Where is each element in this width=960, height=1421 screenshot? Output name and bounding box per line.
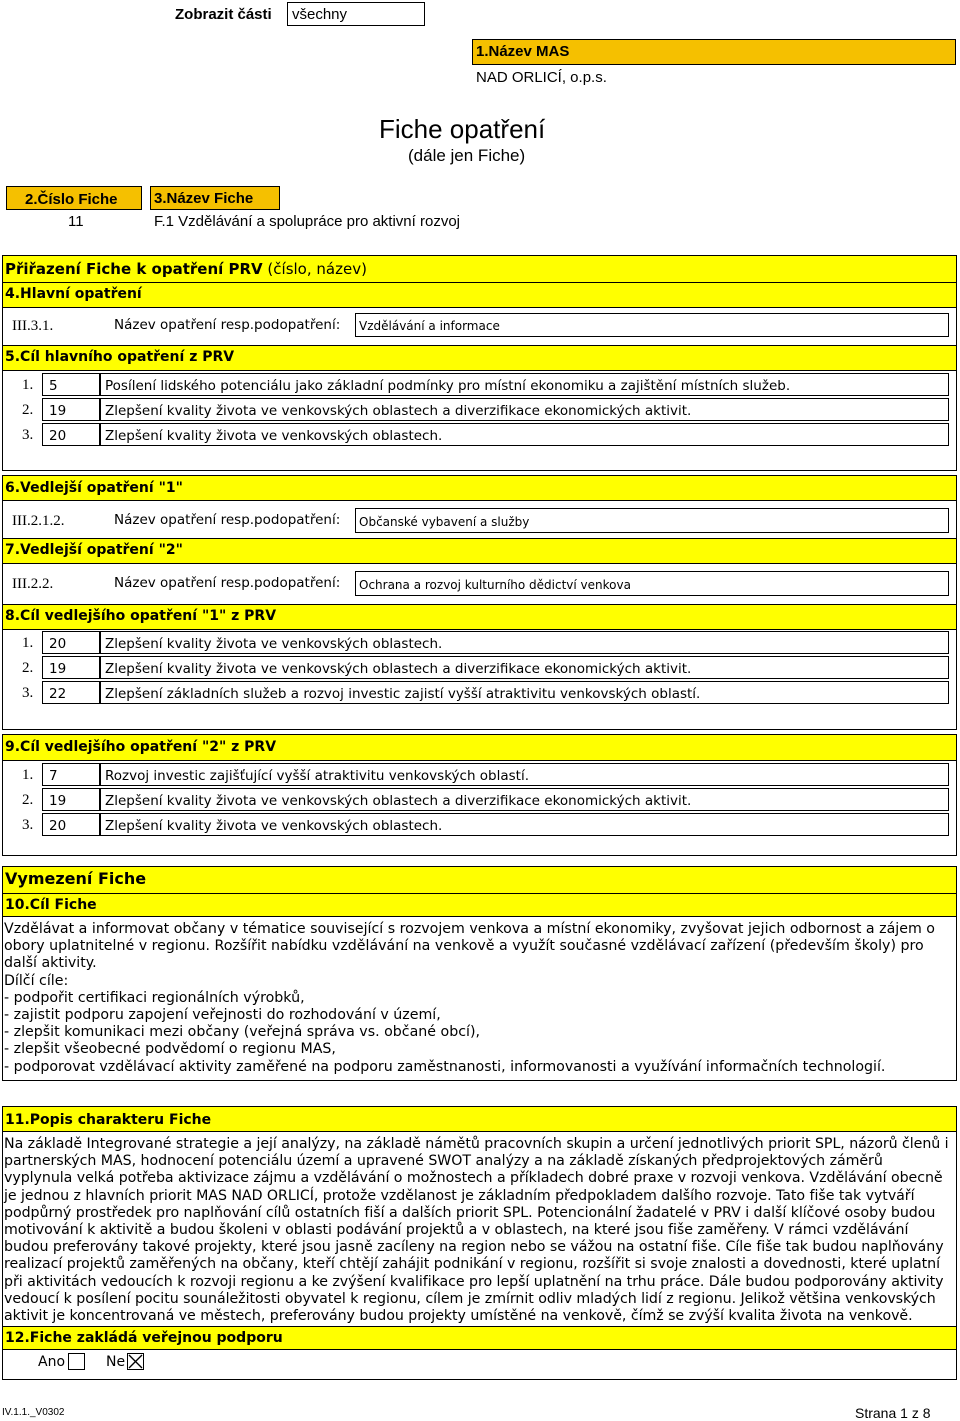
- footer-page: Strana 1 z 8: [855, 1405, 931, 1421]
- goal-label: 10.Cíl Fiche: [5, 897, 97, 913]
- page-title: Fiche opatření: [379, 114, 546, 144]
- goal-row-number: 5: [42, 373, 100, 396]
- goal-row-text: Posílení lidského potenciálu jako základní podmínky pro místní ekonomiku a zajištění místních služeb.: [100, 373, 949, 396]
- goal-row-number: 22: [42, 681, 100, 704]
- fiche-name: F.1 Vzdělávání a spolupráce pro aktivní rozvoj: [154, 213, 460, 230]
- goal-row-number: 19: [42, 788, 100, 811]
- mas-label: 1.Název MAS: [476, 43, 570, 60]
- goal-row-index: 3.: [22, 817, 34, 833]
- filter-select[interactable]: všechny: [287, 2, 425, 26]
- goal-row-number: 7: [42, 763, 100, 786]
- fiche-number-label: 2.Číslo Fiche: [25, 191, 118, 208]
- character-text: Na základě Integrované strategie a její analýzy, na základě námětů pracovních skupin a určení jednotlivých priorit SPL, názorů členů i partnerských MAS, hodnocení potenciálu území a upravené SWOT analýzy a na základě získaných předprojektových záměrů vyplynula velká potřeba aktivizace zájmu a vzdělávání o možnostech a příkladech dobré praxe v rozvoji venkova. Vzdělávání obecně je jednou z hlavních priorit MAS NAD ORLICÍ, protože vzdělanost je základním předpokladem dalšího rozvoje. Tato fiše tak vytváří podpůrný prostředek pro naplňování cílů ostatních fiší a dalších priorit SPL. Potencionální žadatelé v PRV i další klíčové osoby budou motivování k aktivitě a budou školeni v oblasti podávání projektů a v oblastech, na které jsou fiše zaměřeny. V rámci vzdělávání budou preferovány takové projekty, které jsou jasně zacíleny na region nebo se vážou na ostatní fiše. Cíle fiše tak budou naplňovány realizací projektů zaměřených na občany, kteří chtějí zahájit podnikání v regionu, rozšířit si svoje znalosti a dovednosti, které uplatní při aktivitách vedoucích k rozvoji regionu a ke zvýšení kvalifikace pro lepší uplatnění na trhu práce. Dále budou podporovány aktivity vedoucí k posílení pocitu sounáležitosti obyvatel k regionu, cílem je zmírnit odliv mladých lidí z regionu. Jelikož většina venkovských aktivit je koncentrovaná ve městech, preferovány budou projekty umístěné na venkově, čímž se zvýší kvalita života na venkově.: [4, 1136, 949, 1325]
- page-subtitle: (dále jen Fiche): [408, 146, 526, 165]
- goal-row-text: Zlepšení kvality života ve venkovských oblastech.: [100, 813, 949, 836]
- side2-label: 7.Vedlejší opatření "2": [5, 542, 183, 558]
- character-label: 11.Popis charakteru Fiche: [5, 1112, 212, 1128]
- side1-goal-label: 8.Cíl vedlejšího opatření "1" z PRV: [5, 608, 277, 624]
- definition-heading: Vymezení Fiche: [5, 869, 147, 888]
- main-goal-label: 5.Cíl hlavního opatření z PRV: [5, 349, 235, 365]
- goal-row-text: Zlepšení základních služeb a rozvoj investic zajistí vyšší atraktivitu venkovských oblastí.: [100, 681, 949, 704]
- side2-goal-label: 9.Cíl vedlejšího opatření "2" z PRV: [5, 739, 277, 755]
- support-no-label: Ne: [106, 1354, 126, 1370]
- support-yes-label: Ano: [38, 1354, 66, 1370]
- goal-row-number: 20: [42, 423, 100, 446]
- goal-row-text: Rozvoj investic zajišťující vyšší atraktivitu venkovských oblastí.: [100, 763, 949, 786]
- goal-row-number: 19: [42, 398, 100, 421]
- side1-code: III.2.1.2.: [12, 513, 65, 529]
- support-no-checkbox[interactable]: [127, 1353, 144, 1370]
- goal-row-text: Zlepšení kvality života ve venkovských oblastech a diverzifikace ekonomických aktivit.: [100, 656, 949, 679]
- goal-row-number: 19: [42, 656, 100, 679]
- filter-label: Zobrazit části: [175, 6, 272, 23]
- side1-label: 6.Vedlejší opatření "1": [5, 480, 183, 496]
- goal-row-index: 1.: [22, 767, 34, 783]
- main-measure-code: III.3.1.: [12, 318, 54, 334]
- assignment-heading: Přiřazení Fiche k opatření PRV (číslo, název): [5, 260, 367, 278]
- goal-row-text: Zlepšení kvality života ve venkovských oblastech a diverzifikace ekonomických aktivit.: [100, 788, 949, 811]
- main-measure-label: 4.Hlavní opatření: [5, 286, 142, 302]
- side2-name-label: Název opatření resp.podopatření:: [114, 575, 341, 591]
- footer-version: IV.1.1._V0302: [2, 1407, 65, 1418]
- goal-row-index: 1.: [22, 377, 34, 393]
- goal-row-text: Zlepšení kvality života ve venkovských oblastech.: [100, 631, 949, 654]
- side2-name: Ochrana a rozvoj kulturního dědictví venkova: [355, 571, 949, 596]
- fiche-name-label: 3.Název Fiche: [154, 190, 254, 207]
- goal-row-text: Zlepšení kvality života ve venkovských oblastech.: [100, 423, 949, 446]
- goal-row-text: Zlepšení kvality života ve venkovských oblastech a diverzifikace ekonomických aktivit.: [100, 398, 949, 421]
- goal-row-index: 1.: [22, 635, 34, 651]
- goal-row-index: 2.: [22, 402, 34, 418]
- goal-row-index: 2.: [22, 792, 34, 808]
- goal-row-index: 2.: [22, 660, 34, 676]
- support-yes-checkbox[interactable]: [68, 1353, 85, 1370]
- mas-name: NAD ORLICÍ, o.p.s.: [476, 69, 607, 86]
- checkmark-x-icon: [128, 1354, 143, 1369]
- goal-row-index: 3.: [22, 427, 34, 443]
- fiche-number: 11: [68, 213, 84, 230]
- support-label: 12.Fiche zakládá veřejnou podporu: [5, 1330, 283, 1346]
- goal-row-number: 20: [42, 813, 100, 836]
- main-measure-name-label: Název opatření resp.podopatření:: [114, 317, 341, 333]
- side1-name-label: Název opatření resp.podopatření:: [114, 512, 341, 528]
- main-measure-name: Vzdělávání a informace: [355, 313, 949, 337]
- side1-name: Občanské vybavení a služby: [355, 508, 949, 533]
- goal-row-index: 3.: [22, 685, 34, 701]
- goal-row-number: 20: [42, 631, 100, 654]
- goal-text: Vzdělávat a informovat občany v tématice související s rozvojem venkova a místní ekonomiky, zvyšovat jejich odbornost a zájem o obory uplatnitelné v regionu. Rozšířit nabídku vzdělávání na venkově a využít současné vzdělávací zařízení (především školy) pro další aktivity. Dílčí cíle: - podpořit certifikaci regionálních výrobků, - zajistit podporu zapojení veřejnosti do rozhodování v území, - zlepšit komunikaci mezi občany (veřejná správa vs. občané obcí), - zlepšit všeobecné podvědomí o regionu MAS, - podporovat vzdělávací aktivity zaměřené na podporu zaměstnanosti, informovanosti a využívání informačních technologií.: [4, 921, 935, 1075]
- side2-code: III.2.2.: [12, 576, 54, 592]
